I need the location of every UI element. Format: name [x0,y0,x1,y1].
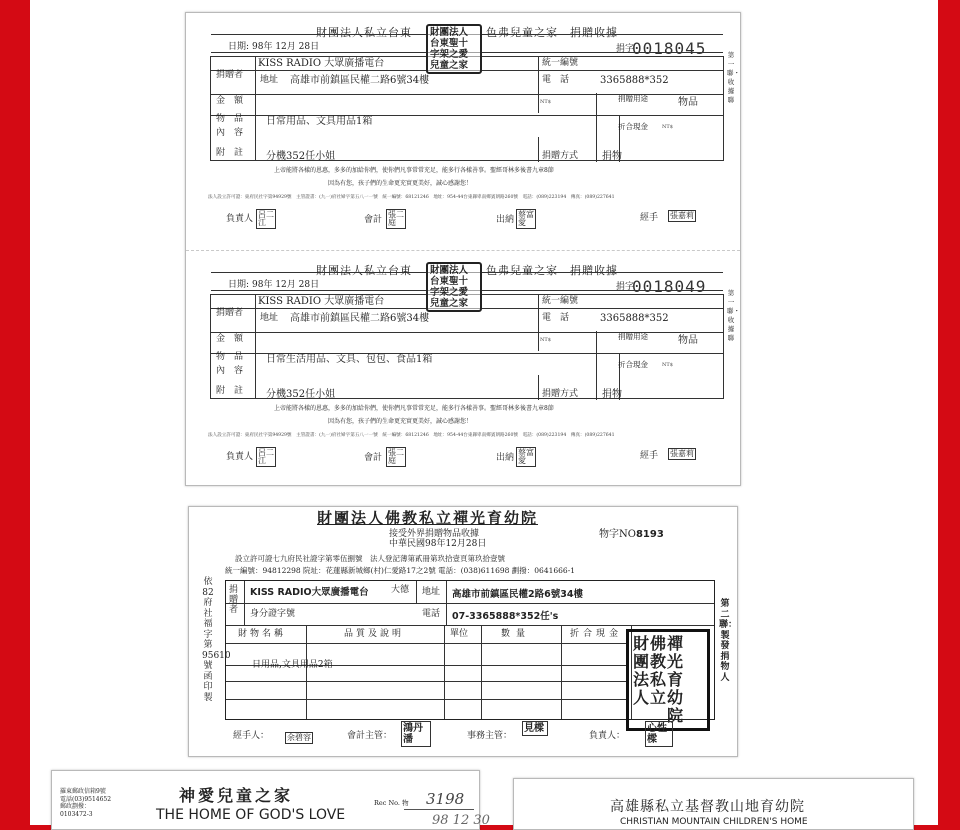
c1-items-value: 日常用品、文具用品1箱 [266,116,373,127]
c2-receipt-no: 0018049 [632,277,707,296]
c2-grid-vline [538,295,539,351]
receipt-copy-2 [186,250,740,486]
c1-handler-seal: 張嘉莉 [670,211,694,220]
c1-fine-print: 法人設立許可證：東府民社字第94929號 主管證書：(九一)府社婦字第五八一一號 統一編號：68121246 地址：954-44台東縣卑南鄉賓朗路260號 電話：(089)223194 傳真：(089)227641 [208,195,615,200]
receipt3-handwritten: 98 12 30 [432,813,490,828]
c1-receipt-no: 0018045 [632,39,707,58]
receipt2-subtitle: 接受外界捐贈物品收據 [389,529,480,539]
c2-phone-label: 電 話 [542,313,570,323]
receipt-christian-mountain [513,778,914,830]
receipt2-id-label: 身分證字號 [250,609,296,619]
c2-grid-vline [255,295,256,398]
c2-cash-nt: NT$ [662,362,673,368]
c2-date-value: 98年 12月 28日 [252,280,320,290]
receipt-taitung [185,12,741,486]
c1-donor-value: KISS RADIO 大眾廣播電台 [258,58,385,69]
c1-header-left: 財團法人私立台東 [316,26,412,39]
c1-phone-value: 3365888*352 [600,75,669,86]
c1-address-label: 地址 [260,75,279,85]
c1-head-label: 負責人 [226,214,254,224]
c2-accountant-label: 會計 [364,453,383,463]
receipt2-col-unit: 單位 [450,629,469,639]
c1-note-label: 附 註 [216,148,244,158]
c1-method-value: 捐物 [602,151,622,162]
receipt2-right-vertical: 第二聯：製發捐物人 [719,599,738,683]
c1-cash-nt: NT$ [662,124,673,130]
c2-header-right: 色弗兒童之家 捐贈收據 [486,264,618,277]
c1-handler-label: 經手 [640,213,659,223]
c2-head-seal: 呂二江 [258,448,274,465]
c1-blessing-1: 上帝能將各樣的恩惠，多多的加給你們，使你們凡事常常充足，能多行各樣善事。聖經哥林多後書九章8節 [274,167,554,174]
c2-org-stamp-line: 台東聖十 [430,276,469,287]
c2-grid-vline [538,375,539,400]
receipt2-handler-seal: 余碧容 [287,733,311,742]
c1-accountant-label: 會計 [364,215,383,225]
c2-grid-vline [596,331,597,400]
c2-blessing-2: 因為有您，孩子們的生命更充實更美好，誠心感謝您！ [328,418,473,425]
c2-method-label: 捐贈方式 [542,389,579,399]
receipt2-item-value: 日用品,文具用品2箱 [252,660,333,670]
c2-uniform-no-label: 統一編號 [542,296,579,306]
receipt2-donor-note: 大德 [391,585,410,595]
c2-org-stamp-line: 財團法人 [430,265,469,276]
receipt2-head-label: 負責人： [589,731,626,741]
c2-cashier-seal: 蔡富愛 [518,448,534,465]
receipt2-date: 中華民國98年12月28日 [389,539,487,549]
receipt2-accountant-label: 會計主管： [347,731,393,741]
c2-purpose-value: 物品 [678,335,698,346]
c2-header-left: 財團法人私立台東 [316,264,412,277]
receipt2-phone-value: 07-3365888*352任's [452,611,559,622]
c1-grid-vline [538,137,539,162]
c1-header-right: 色弗兒童之家 捐贈收據 [486,26,618,39]
receipt2-donor-value: KISS RADIO大眾廣播電台 [250,587,369,598]
receipt2-col-desc: 品質及說明 [344,629,405,639]
receipt2-left-vertical: 依82府社福字第95610號函印製 [202,577,231,703]
receipt2-address-label: 地址 [422,587,441,597]
receipt3-title-en: THE HOME OF GOD'S LOVE [156,807,346,823]
c2-cashier-label: 出納 [496,453,515,463]
receipt2-address-value: 高雄市前鎮區民權2路6號34樓 [452,589,583,600]
c2-copy-label: 第一聯・收據聯 [727,289,740,342]
receipt2-donor-label: 捐贈者 [229,585,239,615]
c1-items-label-2: 內 容 [216,128,244,138]
c2-accountant-seal: 張二庭 [388,448,404,465]
c2-fine-print: 法人設立許可證：東府民社字第94929號 主管證書：(九一)府社婦字第五八一一號 統一編號：68121246 地址：954-44台東縣卑南鄉賓朗路260號 電話：(089)223194 傳真：(089)227641 [208,433,615,438]
receipt2-info-1: 設立許可證七九府民社證字第零伍捌號 法人登記薄第貳冊第玖拾壹頁第玖拾壹號 [235,554,505,563]
c2-address-label: 地址 [260,313,279,323]
c2-purpose-label: 捐贈用途 [618,332,648,341]
receipt3-left-info: 羅東郵政信箱9號 電話(03)9514652 郵政劃撥： 0103472-3 [60,788,112,818]
c1-date-label: 日期: [228,42,250,52]
c1-head-seal: 呂二江 [258,210,274,227]
c1-no-prefix: 捐字 [616,44,635,54]
c2-handler-label: 經手 [640,451,659,461]
c2-address-value: 高雄市前鎮區民權二路6號34樓 [290,313,430,324]
c2-blessing-1: 上帝能將各樣的恩惠，多多的加給你們，使你們凡事常常充足，能多行各樣善事。聖經哥林多後書九章8節 [274,405,554,412]
c2-cash-label: 折合現金 [618,360,648,369]
receipt2-affairs-seal: 見樑 [522,721,548,736]
page [30,0,938,828]
receipt-gods-love [51,770,490,830]
c1-purpose-value: 物品 [678,97,698,108]
c2-note-label: 附 註 [216,386,244,396]
c1-date-value: 98年 12月 28日 [252,42,320,52]
receipt2-no-label: 物字NO8193 [599,529,664,540]
c1-org-stamp [426,24,482,74]
c1-org-stamp-line: 財團法人 [430,27,469,38]
receipt2-col-qty: 數量 [501,629,532,639]
c1-grid-vline [255,57,256,160]
c2-org-stamp [426,262,482,312]
c2-phone-value: 3365888*352 [600,313,669,324]
receipt3-rec-value: 3198 [426,790,465,808]
c1-address-value: 高雄市前鎮區民權二路6號34樓 [290,75,430,86]
receipt2-affairs-label: 事務主管： [467,731,513,741]
c1-amount-label: 金 額 [216,96,244,106]
receipt-chanquang [188,506,738,757]
c1-grid-vline [538,57,539,113]
c1-purpose-label: 捐贈用途 [618,94,648,103]
c1-org-stamp-line: 字架之愛 [430,49,469,60]
c1-donor-label: 捐贈者 [216,70,244,80]
receipt-copy-1 [186,13,740,249]
receipt3-title-cn: 神愛兒童之家 [179,786,294,805]
c1-blessing-2: 因為有您，孩子們的生命更充實更美好，誠心感謝您！ [328,180,473,187]
c1-copy-label: 第一聯・收據聯 [727,51,740,104]
c1-uniform-no-label: 統一編號 [542,58,579,68]
c1-note-value: 分機352任小姐 [266,151,336,162]
receipt2-accountant-seal: 鴻丹潘 [401,721,431,747]
c2-handler-seal: 張嘉莉 [670,449,694,458]
c1-amount-nt: NT$ [540,99,551,105]
receipt2-stamp: 財佛禪 團教光 法私育 人立幼 院 [626,629,710,731]
c2-date-label: 日期: [228,280,250,290]
receipt2-phone-label: 電話 [422,609,441,619]
receipt2-head-seal: 心性樑 [645,721,673,747]
c2-donor-value: KISS RADIO 大眾廣播電台 [258,296,385,307]
receipt2-handler-label: 經手人： [233,731,270,741]
c2-items-label-2: 內 容 [216,366,244,376]
receipt4-title-cn: 高雄縣私立基督教山地育幼院 [610,799,805,815]
receipt3-rec-label: Rec No. 物 [374,799,409,807]
c1-cash-label: 折合現金 [618,122,648,131]
c1-phone-label: 電 話 [542,75,570,85]
receipt4-title-en: CHRISTIAN MOUNTAIN CHILDREN'S HOME [620,817,808,827]
c2-head-label: 負責人 [226,452,254,462]
c1-org-stamp-line: 台東聖十 [430,38,469,49]
c1-grid-vline [596,93,597,162]
c1-cashier-label: 出納 [496,215,515,225]
c2-donor-label: 捐贈者 [216,308,244,318]
receipt2-col-name: 財物名稱 [238,629,287,639]
c2-amount-label: 金 額 [216,334,244,344]
c2-method-value: 捐物 [602,389,622,400]
c2-no-prefix: 捐字 [616,282,635,292]
c2-amount-nt: NT$ [540,337,551,343]
c1-accountant-seal: 張二庭 [388,210,404,227]
c2-org-stamp-line: 字架之愛 [430,287,469,298]
c2-note-value: 分機352任小姐 [266,389,336,400]
c2-items-label-1: 物 品 [216,352,244,362]
receipt2-info-2: 統一編號：94812298 院址：花蓮縣新城鄉(村)仁愛路17之2號 電話：(038)611698 劃撥：0641666-1 [225,566,575,575]
c2-org-stamp-line: 兒童之家 [430,298,469,309]
c1-org-stamp-line: 兒童之家 [430,60,469,71]
c1-cashier-seal: 蔡富愛 [518,210,534,227]
c2-items-value: 日常生活用品、文具、包包、食品1箱 [266,354,433,365]
c1-items-label-1: 物 品 [216,114,244,124]
c1-method-label: 捐贈方式 [542,151,579,161]
receipt2-title: 財團法人佛教私立禪光育幼院 [317,509,539,527]
receipt2-col-cash: 折合現金 [570,629,623,639]
